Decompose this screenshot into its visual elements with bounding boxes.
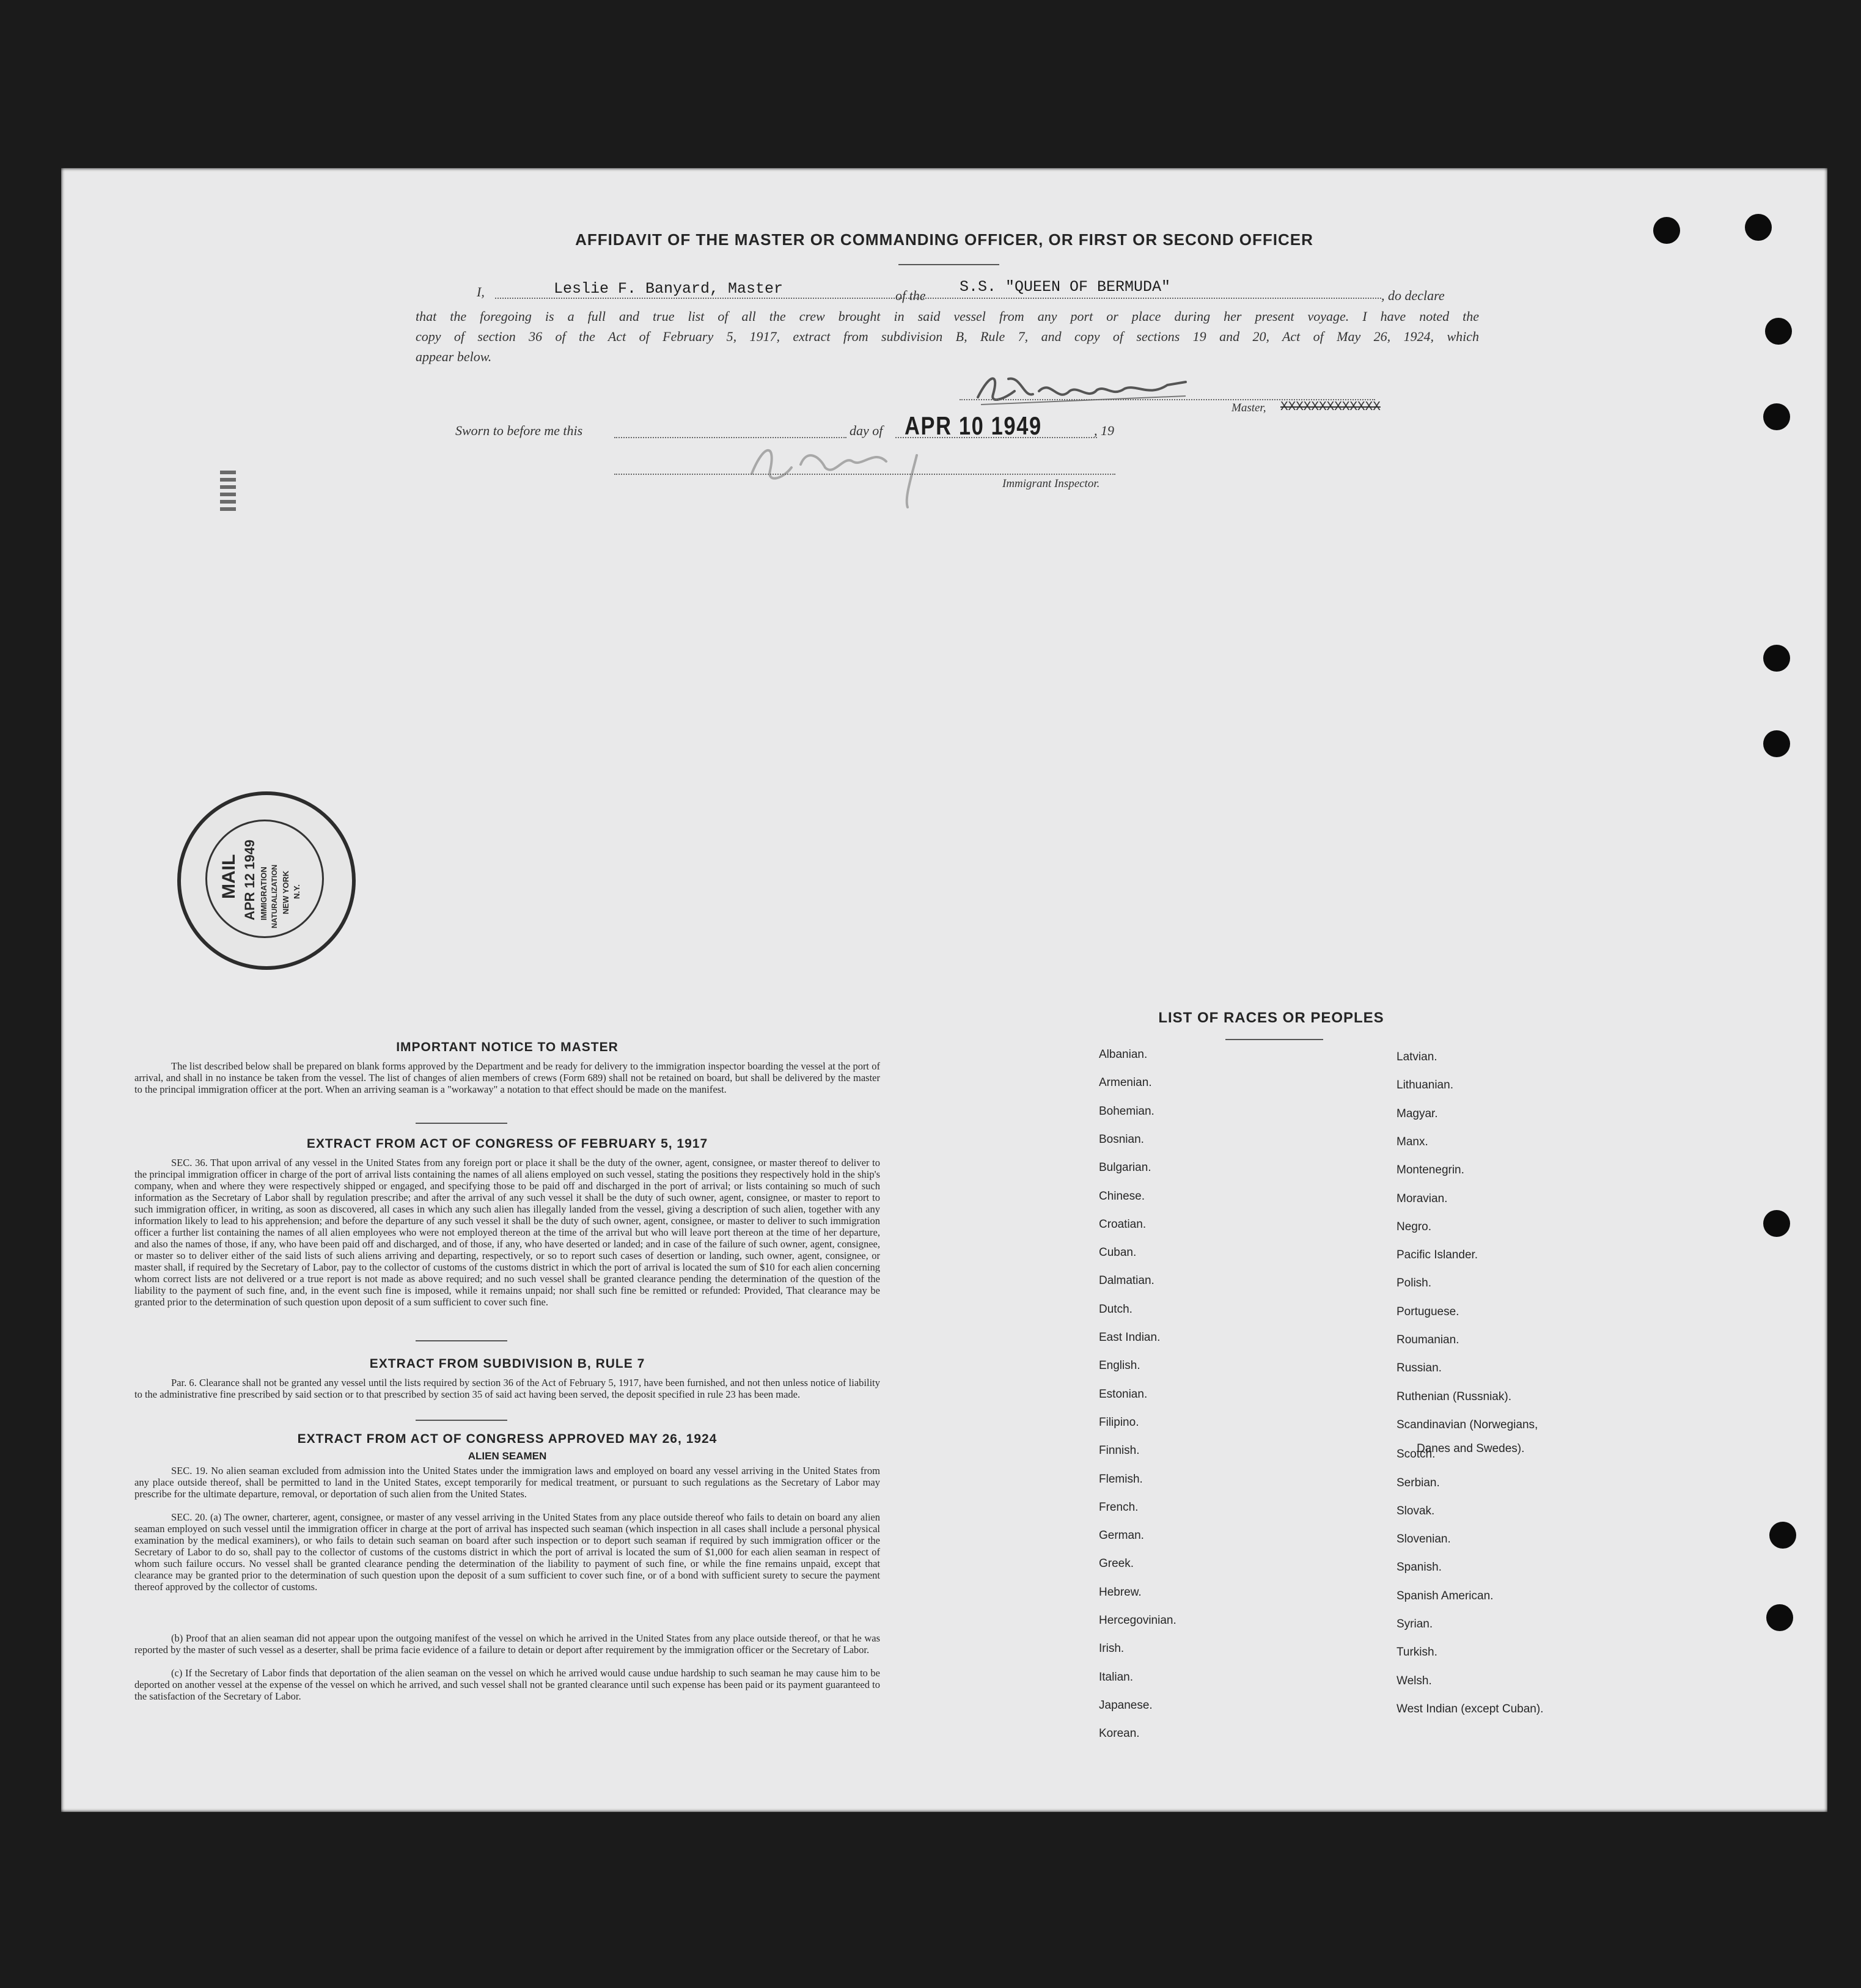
- race-item: Estonian.: [1099, 1387, 1148, 1401]
- race-item: Russian.: [1397, 1362, 1442, 1375]
- affidavit-title: AFFIDAVIT OF THE MASTER OR COMMANDING OFFICER, OR FIRST OR SECOND OFFICER: [575, 230, 1313, 249]
- race-item: Moravian.: [1397, 1192, 1448, 1205]
- race-item: French.: [1099, 1500, 1139, 1514]
- of-the-label: of the: [895, 288, 926, 303]
- declaration-line-4: appear below.: [416, 349, 492, 364]
- day-of-label: day of: [850, 423, 883, 438]
- race-item: Armenian.: [1099, 1076, 1152, 1090]
- sworn-date-stamp: APR 10 1949: [905, 411, 1042, 440]
- race-item: Scandinavian (Norwegians,: [1397, 1418, 1538, 1431]
- race-item: Ruthenian (Russniak).: [1397, 1390, 1511, 1403]
- race-item: Serbian.: [1397, 1476, 1440, 1489]
- mail-received-stamp: [177, 791, 356, 970]
- race-item: Pacific Islander.: [1397, 1249, 1478, 1262]
- declaration-line-3: copy of section 36 of the Act of February 5, 1917, extract from subdivision B, Rule 7, and copy of sections 19 and 20, Act of May 26, 1924, which: [416, 329, 1479, 344]
- race-item: Slovak.: [1397, 1504, 1435, 1517]
- race-item: Albanian.: [1099, 1048, 1148, 1061]
- stamp-state: N.Y.: [292, 884, 301, 899]
- race-item: East Indian.: [1099, 1331, 1161, 1344]
- inspector-label: Immigrant Inspector.: [1002, 477, 1100, 490]
- punch-hole: [1763, 730, 1790, 757]
- race-item: Roumanian.: [1397, 1333, 1459, 1346]
- race-item: Turkish.: [1397, 1646, 1437, 1659]
- race-item: Lithuanian.: [1397, 1079, 1453, 1092]
- vessel-fill-line: [935, 298, 1381, 299]
- punch-hole: [1763, 1210, 1790, 1237]
- race-item: Manx.: [1397, 1135, 1428, 1148]
- race-item: Scotch.: [1397, 1448, 1436, 1461]
- punch-hole: [1763, 645, 1790, 672]
- race-item: Japanese.: [1099, 1698, 1153, 1712]
- race-item: Hebrew.: [1099, 1585, 1142, 1599]
- race-item: Korean.: [1099, 1727, 1140, 1740]
- stamp-date: APR 12 1949: [242, 839, 257, 920]
- name-fill-line: [495, 298, 953, 299]
- race-item: Filipino.: [1099, 1415, 1139, 1429]
- race-item: Bulgarian.: [1099, 1161, 1151, 1175]
- stamp-immigration: IMMIGRATION: [259, 867, 268, 920]
- sec19-text: SEC. 19. No alien seaman excluded from admission into the United States under the immigration laws and employed on board any vessel arriving in the United States from any place outside thereof, shall be permitted to land in the United States, except temporarily for medical treatment, or pursuant to such regulations as the Secretary of Labor may prescribe for the ultimate departure, removal, or deportation of such alien from the United States.: [134, 1465, 880, 1500]
- notice-title: IMPORTANT NOTICE TO MASTER: [396, 1040, 618, 1054]
- sec20b-text: (b) Proof that an alien seaman did not appear upon the outgoing manifest of the vessel on which he arrived in the United States from any place outside thereof, or that he was reported by the master of such vessel as a deserter, shall be prima facie evidence of a failure to detain or deport after requirement by the immigration officer or the Secretary of Labor.: [134, 1632, 880, 1656]
- race-item: Hercegovinian.: [1099, 1614, 1176, 1627]
- race-item: Irish.: [1099, 1642, 1125, 1656]
- inspector-sign-line: [614, 474, 1115, 475]
- divider-3: [416, 1420, 507, 1421]
- race-item: Montenegrin.: [1397, 1164, 1464, 1177]
- stamp-mail: MAIL: [219, 854, 239, 899]
- race-item: Chinese.: [1099, 1189, 1145, 1203]
- divider-1: [416, 1123, 507, 1124]
- race-item: Spanish.: [1397, 1561, 1442, 1574]
- punch-hole: [1763, 403, 1790, 430]
- declaration-line-2: that the foregoing is a full and true list of all the crew brought in said vessel from any port or place during her present voyage. I have noted the: [416, 309, 1479, 324]
- master-signature: [966, 367, 1222, 416]
- divider-2: [416, 1340, 507, 1341]
- races-title: LIST OF RACES OR PEOPLES: [1158, 1010, 1384, 1026]
- bleed-through-text: [1277, 474, 1285, 488]
- race-item: Magyar.: [1397, 1107, 1438, 1120]
- race-item: Croatian.: [1099, 1217, 1147, 1231]
- race-item: German.: [1099, 1529, 1144, 1542]
- do-declare-label: , do declare: [1381, 288, 1445, 303]
- punch-hole: [1745, 214, 1772, 241]
- punch-hole: [1766, 1604, 1793, 1631]
- race-scandinavian-cont: Danes and Swedes).: [1417, 1442, 1525, 1455]
- punch-hole: [1769, 1522, 1796, 1549]
- vessel-name: S.S. "QUEEN OF BERMUDA": [960, 278, 1171, 296]
- inspector-signature: [733, 431, 990, 510]
- race-item: Spanish American.: [1397, 1589, 1494, 1602]
- race-item: English.: [1099, 1359, 1140, 1373]
- punch-hole: [1653, 217, 1680, 244]
- race-item: Greek.: [1099, 1557, 1134, 1571]
- notice-text: The list described below shall be prepared on blank forms approved by the Department and be ready for delivery to the immigration inspector boarding the vessel at the port of arrival, and shall in no instance be taken from the vessel. The list of changes of alien members of crews (Form 689) shall not be retained on board, but shall be delivered by the master to the principal immigration officer at the port. When an arriving seaman is a "workaway" a notation to that effect should be made on the manifest.: [134, 1060, 880, 1095]
- title-divider: [898, 264, 999, 265]
- race-item: Welsh.: [1397, 1674, 1432, 1687]
- race-item: Bosnian.: [1099, 1132, 1144, 1146]
- master-strikeout: XXXXXXXXXXXXX: [1280, 400, 1381, 414]
- race-item: Flemish.: [1099, 1472, 1143, 1486]
- sec20c-text: (c) If the Secretary of Labor finds that deportation of the alien seaman on the vessel on which he arrived would cause undue hardship to such seaman he may cause him to be deported on another vessel at the expense of the vessel on which he arrived, and such vessel shall not be granted clearance until such expense has been paid or its payment guaranteed to the satisfaction of the Secretary of Labor.: [134, 1667, 880, 1702]
- race-item: Polish.: [1397, 1277, 1432, 1290]
- rule7-title: EXTRACT FROM SUBDIVISION B, RULE 7: [369, 1357, 645, 1371]
- races-divider: [1225, 1039, 1323, 1040]
- race-item: Portuguese.: [1397, 1305, 1459, 1318]
- punch-hole: [1765, 318, 1792, 345]
- stamp-city: NEW YORK: [281, 870, 290, 914]
- year-prefix: , 19: [1094, 423, 1114, 438]
- alien-seamen-subtitle: ALIEN SEAMEN: [468, 1450, 547, 1462]
- document-page: [61, 168, 1827, 1812]
- race-item: West Indian (except Cuban).: [1397, 1702, 1544, 1715]
- race-item: Syrian.: [1397, 1618, 1433, 1630]
- stamp-naturalization: NATURALIZATION: [270, 864, 279, 928]
- sec20a-text: SEC. 20. (a) The owner, charterer, agent, consignee, or master of any vessel arriving in the United States from any place outside thereof who fails to detain on board any alien seaman employed on such vessel until the immigration officer in charge at the port of arrival has inspected such seaman (which inspection in all cases shall include a personal physical examination by the medical examiners), or who fails to detain such seaman on board after such inspection or to deport such seaman if required by such immigration officer or the Secretary of Labor to do so, shall pay to the collector of customs of the customs district in which the port of arrival is located the sum of $1,000 for each alien seaman in respect of whom such failure occurs. No vessel shall be granted clearance pending the determination of the liability to payment of such fine, or while the fine remains unpaid, except that clearance may be granted prior to the determination of such question upon the deposit of a sum sufficient to cover such fine, or of a bond with sufficient surety to secure the payment thereof approved by the collector of customs.: [134, 1511, 880, 1593]
- race-item: Cuban.: [1099, 1246, 1137, 1260]
- rule7-text: Par. 6. Clearance shall not be granted any vessel until the lists required by section 36 of the Act of February 5, 1917, have been furnished, and not then unless notice of liability to the administrative fine prescribed by said section or to that prescribed by section 35 of said act having been served, the deposit specified in rule 23 has been made.: [134, 1377, 880, 1400]
- margin-mark: [220, 471, 236, 513]
- i-label: I,: [477, 284, 485, 299]
- extract-1917-text: SEC. 36. That upon arrival of any vessel in the United States from any foreign port or place it shall be the duty of the owner, agent, consignee, or master thereof to deliver to the principal immigration officer in charge of the port of arrival lists containing the names of all aliens employed on such vessel, stating the positions they respectively hold in the ship's company, when and where they were respectively shipped or engaged, and specifying those to be paid off and discharged in the port of arrival; or lists containing so much of such information as the Secretary of Labor shall by regulation prescribe; and after the arrival of any such vessel it shall be the duty of such owner, agent, consignee, or master to report to such immigration officer, in writing, as soon as discovered, all cases in which any such alien has illegally landed from the vessel, giving a description of such alien, together with any information likely to lead to his apprehension; and before the departure of any such vessel it shall be the duty of such owner, agent, consignee, or master to deliver to such immigration officer a further list containing the names of all alien employees who were not employed thereon at the time of the arrival but who will leave port thereon at the time of her departure, and also the names of those, if any, who have been paid off and discharged, and of those, if any, who have deserted or landed; and in case of the failure of such owner, agent, consignee, or master so to deliver either of the said lists of such aliens arriving and departing, respectively, or so to report such cases of desertion or landing, such owner, agent, consignee, or master shall, if required by the Secretary of Labor, pay to the collector of customs of the customs district in which the port of arrival is located the sum of $10 for each alien concerning whom correct lists are not delivered or a true report is not made as above required; and no such vessel shall be granted clearance pending the determination of the question of the liability to the payment of such fine, and, in the event such fine is imposed, while it remains unpaid; nor shall such fine be remitted or refunded: Provided, That clearance may be granted prior to the determination of such question upon deposit of a sum sufficient to cover such fine.: [134, 1157, 880, 1308]
- race-item: Italian.: [1099, 1670, 1133, 1684]
- race-item: Bohemian.: [1099, 1104, 1154, 1118]
- race-item: Dutch.: [1099, 1302, 1132, 1316]
- master-label: Master,: [1231, 402, 1266, 414]
- sworn-label: Sworn to before me this: [455, 423, 583, 438]
- race-item: Finnish.: [1099, 1444, 1140, 1458]
- race-item: Negro.: [1397, 1220, 1432, 1233]
- officer-name: Leslie F. Banyard, Master: [554, 280, 784, 298]
- race-item: Latvian.: [1397, 1051, 1437, 1063]
- race-item: Dalmatian.: [1099, 1274, 1154, 1288]
- extract-1917-title: EXTRACT FROM ACT OF CONGRESS OF FEBRUARY 5, 1917: [306, 1137, 708, 1151]
- extract-1924-title: EXTRACT FROM ACT OF CONGRESS APPROVED MAY 26, 1924: [297, 1432, 718, 1446]
- race-item: Slovenian.: [1397, 1533, 1451, 1546]
